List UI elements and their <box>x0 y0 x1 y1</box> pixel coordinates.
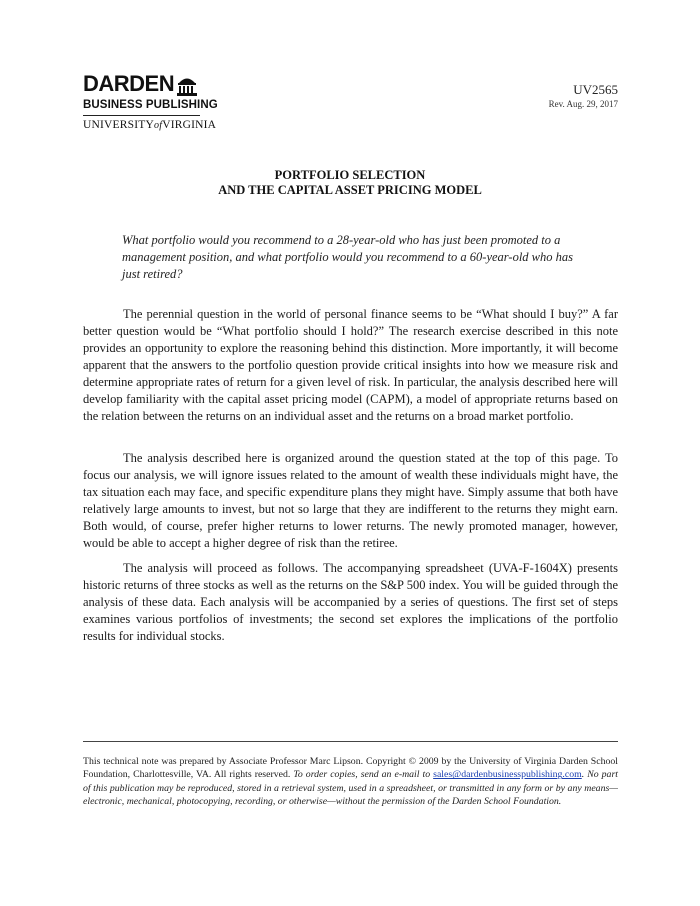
darden-logo-text: DARDEN <box>83 71 175 96</box>
business-publishing-text: BUSINESS PUBLISHING <box>83 99 218 111</box>
revision-date: Rev. Aug. 29, 2017 <box>548 99 618 109</box>
paragraph-3: The analysis will proceed as follows. The accompanying spreadsheet (UVA-F-1604X) presents historic returns of three stocks as well as the returns on the S&P 500 index. You will be guided through the analysis of these data. Each analysis will be accompanied by a series of questions. The first set of steps examines various portfolios of investments; the second set explores the implications of the portfolio results for individual stocks. <box>83 561 618 643</box>
paragraph-2: The analysis described here is organized around the question stated at the top of this page. To focus our analysis, we will ignore issues related to the amount of wealth these individuals might have, the tax situation each may face, and specific expenditure plans they might have. Simply assume that both have relatively large amounts to invest, but not so large that they are indifferent to the returns they might earn. Both would, of course, prefer higher returns to lower returns. The newly promoted manager, however, would be able to accept a higher degree of risk than the retiree. <box>83 451 618 550</box>
guiding-question: What portfolio would you recommend to a 28-year-old who has just been promoted to a management position, and what portfolio would you recommend to a 60-year-old who has just retired? <box>122 233 573 281</box>
paragraph-1: The perennial question in the world of personal finance seems to be “What should I buy?” A far better question would be “What portfolio should I hold?” The research exercise described in this note provides an opportunity to explore the reasoning behind this distinction. More importantly, it will become apparent that the answers to the portfolio question provide critical insights into how we measure risk and determine appropriate rates of return for a given level of risk. In particular, the analysis described here will develop familiarity with the capital asset pricing model (CAPM), a model of appropriate returns based on the relation between the returns on an individual asset and the returns on a broad market portfolio. <box>83 307 618 423</box>
document-number: UV2565 <box>573 82 618 97</box>
rotunda-logo-icon <box>176 74 198 96</box>
university-of-virginia-text: UNIVERSITYofVIRGINIA <box>83 119 217 131</box>
title-line-2: AND THE CAPITAL ASSET PRICING MODEL <box>218 183 482 197</box>
title-line-1: PORTFOLIO SELECTION <box>274 168 426 182</box>
document-header <box>83 72 618 142</box>
copyright-footnote: This technical note was prepared by Associate Professor Marc Lipson. Copyright © 2009 by the University of Virginia Darden School Foundation, Charlottesville, VA. All rights reserved. To order copies, send an e-mail to sales@dardenbusinesspublishing.com. No part of this publication may be reproduced, stored in a retrieval system, used in a spreadsheet, or transmitted in any form or by any means—electronic, mechanical, photocopying, recording, or otherwise—without the permission of the Darden School Foundation. <box>83 756 618 808</box>
logo-divider <box>83 115 200 116</box>
footnote-divider <box>83 741 618 742</box>
order-email-link[interactable]: sales@dardenbusinesspublishing.com <box>433 769 582 781</box>
